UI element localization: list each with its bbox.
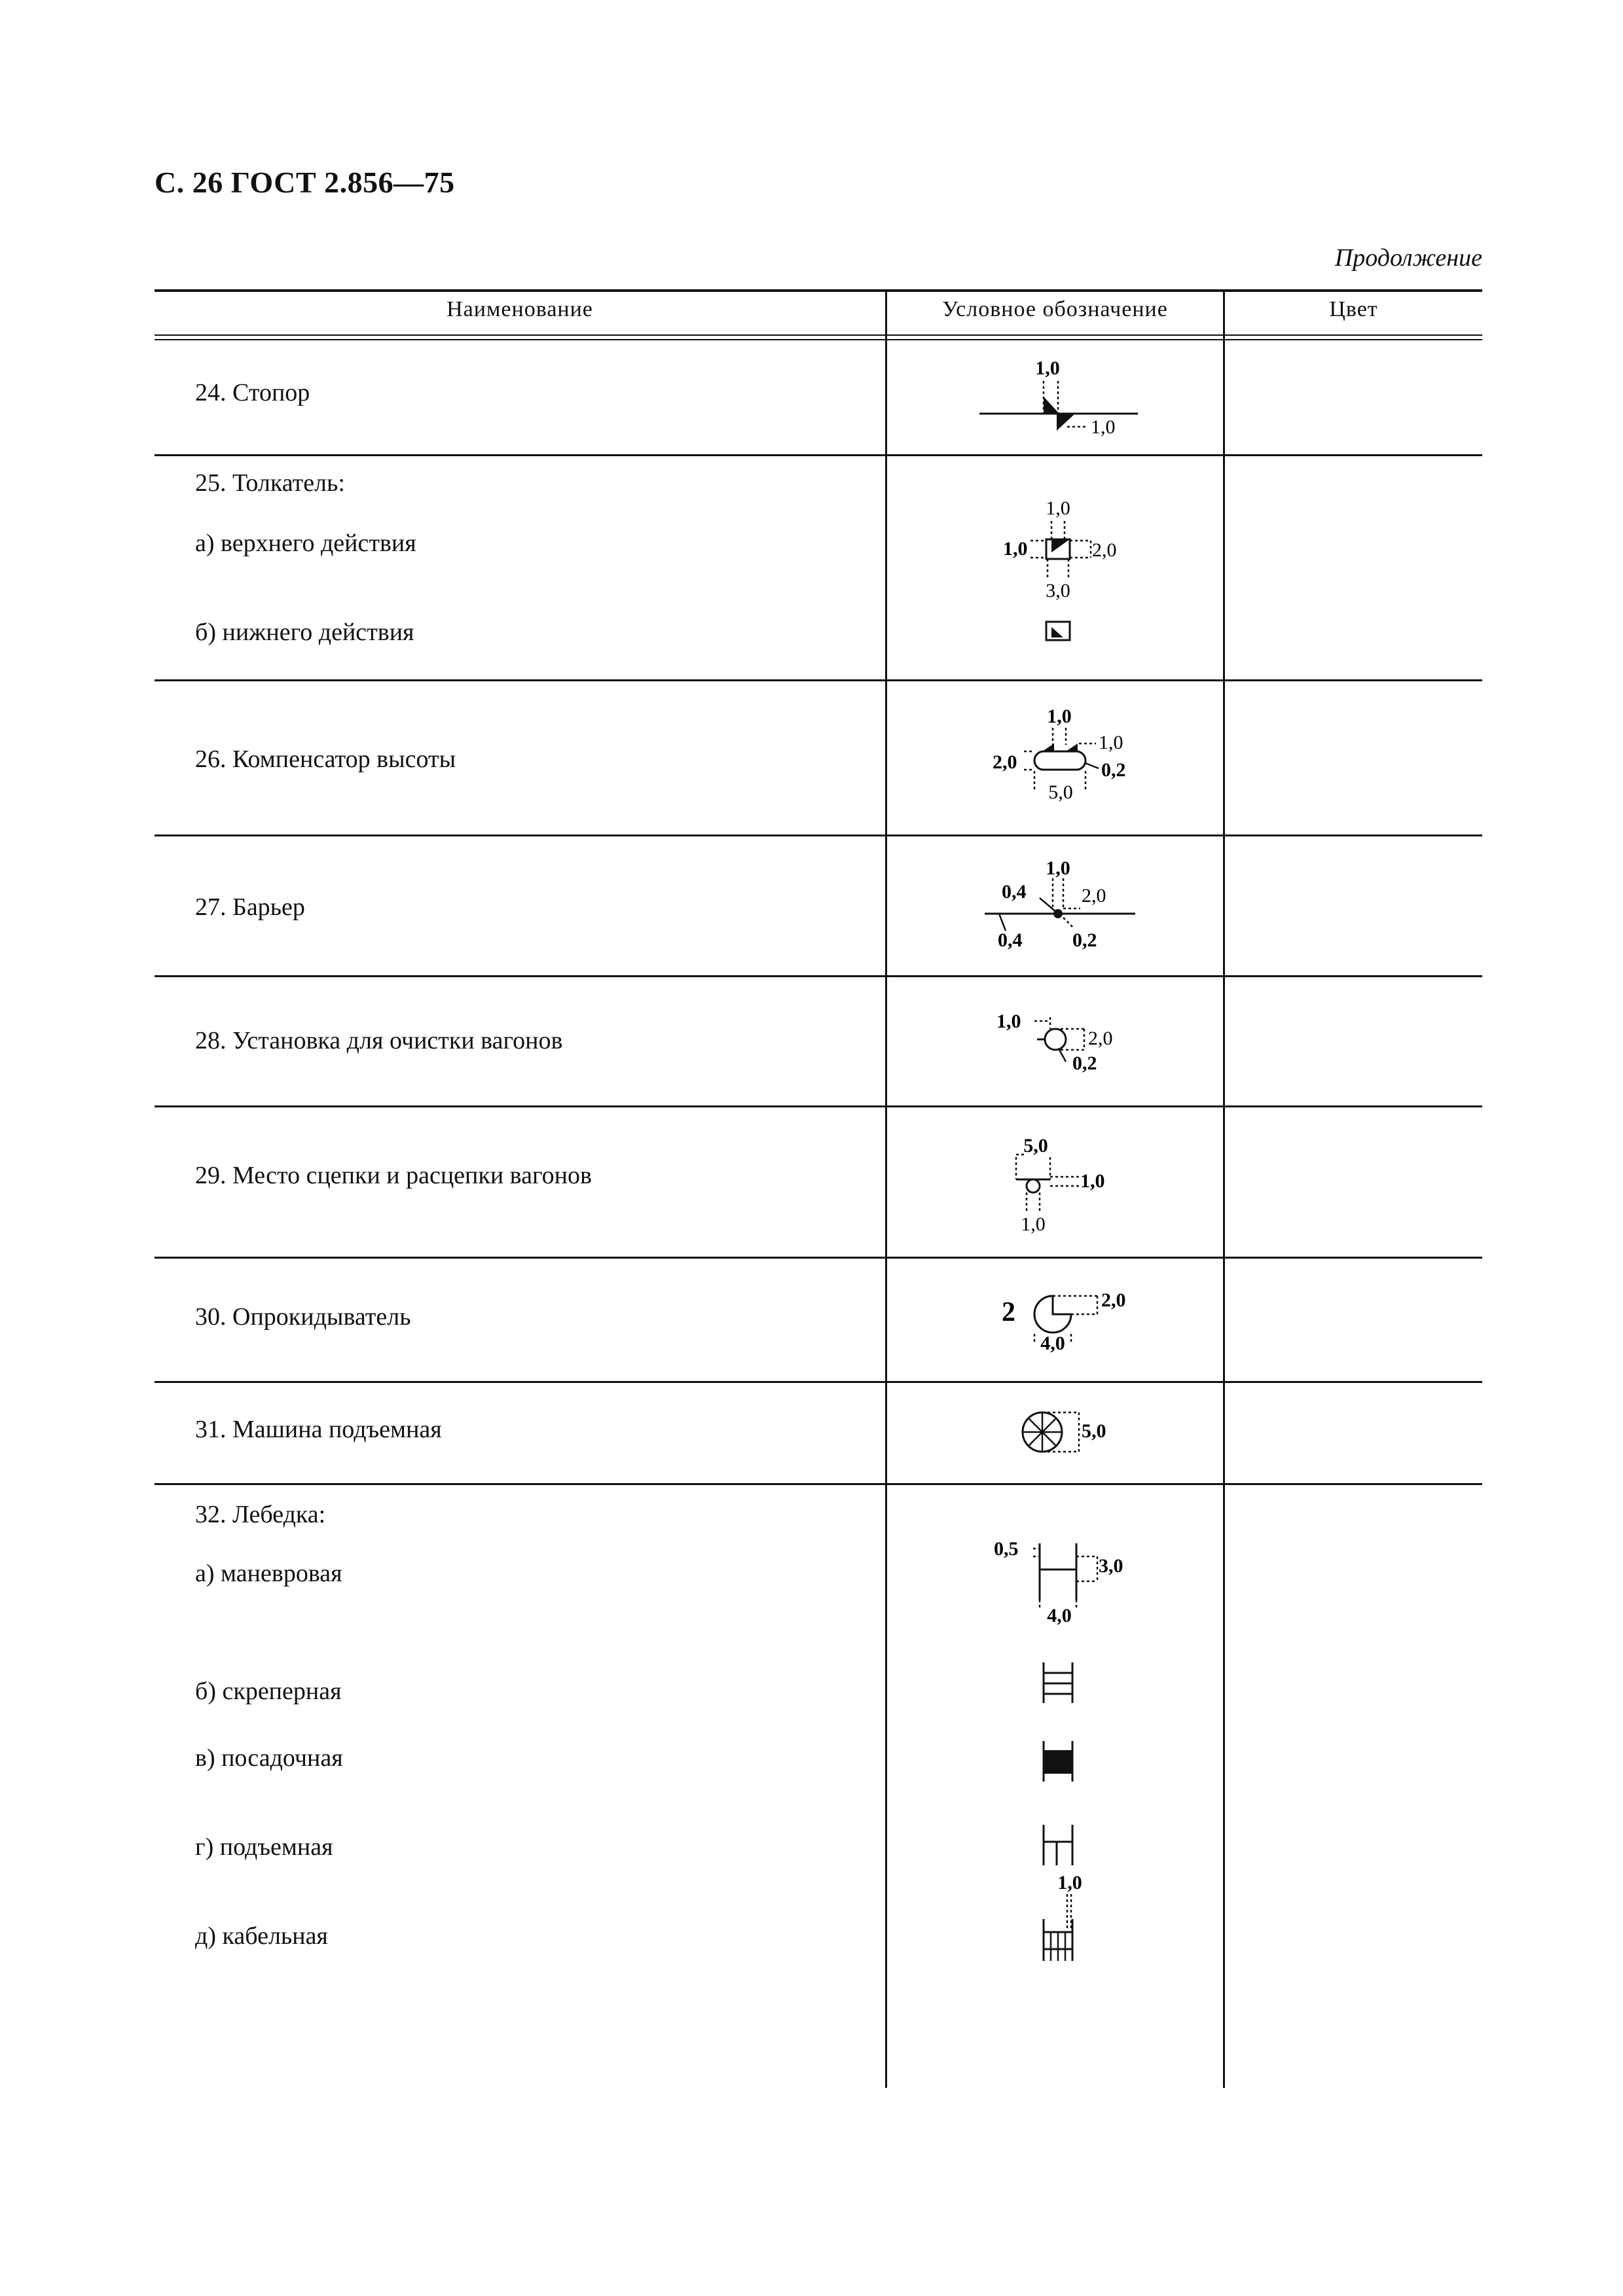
continuation-label: Продолжение: [1334, 244, 1482, 272]
dim-label: 2,0: [1101, 1289, 1126, 1311]
scraper-winch-symbol: [1040, 1660, 1079, 1707]
cable-winch-symbol: [1028, 1872, 1106, 1967]
dim-label: 5,0: [1023, 1135, 1048, 1157]
dim-label: 0,4: [998, 929, 1023, 951]
dim-label: 2,0: [1082, 885, 1106, 906]
header-bottom-rule: [155, 334, 1482, 336]
row-30-name: 30. Опрокидыватель: [195, 1303, 411, 1331]
row-divider: [155, 679, 1482, 681]
row-31-name: 31. Машина подъемная: [195, 1416, 442, 1443]
row-32e-name: д) кабельная: [195, 1922, 328, 1950]
dim-label: 1,0: [1046, 497, 1070, 519]
hoisting-machine-symbol: [1008, 1398, 1139, 1463]
dim-label: 1,0: [996, 1011, 1021, 1032]
row-divider: [155, 1257, 1482, 1259]
row-25b-name: б) нижнего действия: [195, 619, 414, 646]
dim-label: 0,4: [1002, 881, 1027, 903]
row-32-name: 32. Лебедка:: [195, 1501, 326, 1528]
barrier-symbol: [976, 855, 1146, 960]
dim-label: 1,0: [1003, 538, 1028, 560]
header-bottom-rule-2: [155, 339, 1482, 340]
row-32d-name: г) подъемная: [195, 1833, 333, 1861]
page-header: С. 26 ГОСТ 2.856—75: [155, 166, 455, 199]
row-32a-name: а) маневровая: [195, 1560, 342, 1587]
car-cleaning-symbol: [987, 1001, 1144, 1100]
lifting-winch-symbol: [1040, 1822, 1079, 1869]
tippler-symbol: [987, 1276, 1144, 1374]
column-header-symbol: Условное обозначение: [942, 297, 1168, 321]
row-25a-name: а) верхнего действия: [195, 529, 416, 557]
dim-label: 1,0: [1047, 706, 1072, 727]
row-32c-name: в) посадочная: [195, 1744, 343, 1772]
row-24-name: 24. Стопор: [195, 379, 310, 406]
landing-winch-symbol: [1040, 1738, 1079, 1785]
row-32b-name: б) скреперная: [195, 1677, 342, 1705]
row-28-name: 28. Установка для очистки вагонов: [195, 1027, 563, 1054]
row-divider: [155, 1105, 1482, 1107]
stopper-symbol: [976, 353, 1146, 439]
row-divider: [155, 454, 1482, 456]
column-header-color: Цвет: [1329, 297, 1378, 321]
dim-label: 2: [1002, 1297, 1015, 1327]
dim-label: 0,2: [1101, 759, 1126, 781]
shunting-winch-symbol: [987, 1526, 1144, 1638]
dim-label: 1,0: [1021, 1213, 1046, 1235]
row-25-name: 25. Толкатель:: [195, 469, 345, 497]
dim-label: 3,0: [1046, 580, 1070, 601]
column-divider-2: [1223, 291, 1225, 2088]
dim-label: 4,0: [1040, 1333, 1065, 1354]
dim-label: 1,0: [1099, 732, 1123, 753]
dim-label: 3,0: [1099, 1555, 1123, 1577]
table-top-rule: [155, 289, 1482, 292]
height-compensator-symbol: [987, 707, 1144, 818]
dim-label: 2,0: [1088, 1028, 1113, 1049]
dim-label: 1,0: [1057, 1872, 1082, 1893]
dim-label: 5,0: [1048, 781, 1073, 803]
pusher-lower-symbol: [1044, 619, 1076, 645]
row-divider: [155, 975, 1482, 977]
dim-label: 1,0: [1091, 416, 1116, 438]
dim-label: 1,0: [1046, 857, 1070, 879]
dim-label: 1,0: [1035, 357, 1060, 379]
coupling-place-symbol: [987, 1128, 1144, 1246]
dim-label: 1,0: [1080, 1170, 1105, 1192]
column-divider-1: [885, 291, 887, 2088]
dim-label: 4,0: [1047, 1605, 1072, 1626]
dim-label: 0,5: [994, 1538, 1019, 1560]
row-divider: [155, 834, 1482, 836]
row-divider: [155, 1381, 1482, 1383]
dim-label: 0,2: [1072, 929, 1097, 951]
row-27-name: 27. Барьер: [195, 893, 305, 921]
dim-label: 2,0: [993, 751, 1017, 773]
column-header-name: Наименование: [447, 297, 593, 321]
dim-label: 2,0: [1092, 539, 1117, 561]
row-26-name: 26. Компенсатор высоты: [195, 745, 456, 773]
row-divider: [155, 1483, 1482, 1485]
pusher-upper-symbol: [987, 492, 1144, 603]
dim-label: 5,0: [1082, 1420, 1106, 1442]
dim-label: 0,2: [1072, 1052, 1097, 1074]
row-29-name: 29. Место сцепки и расцепки вагонов: [195, 1162, 592, 1189]
